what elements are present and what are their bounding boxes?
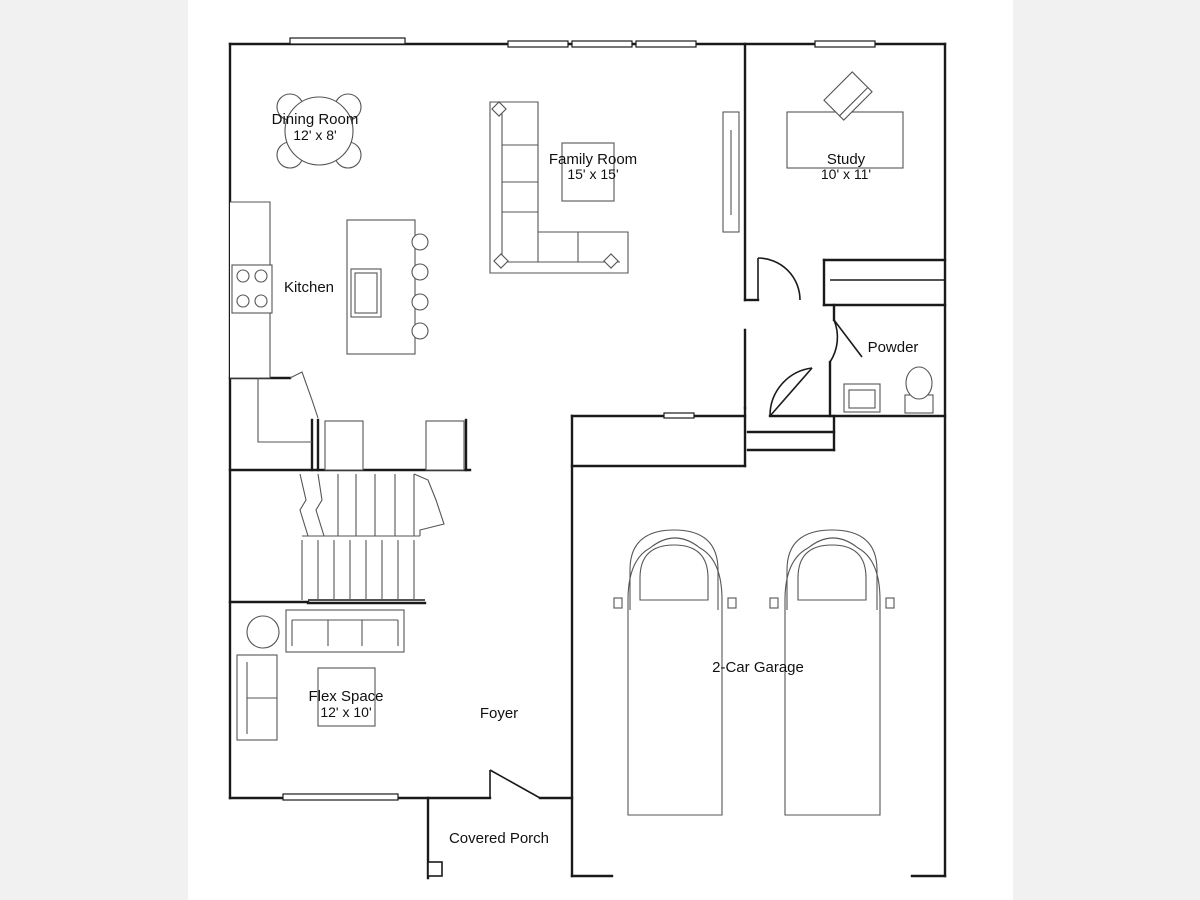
kitchen-island — [347, 220, 428, 354]
kitchen-counter — [230, 202, 272, 378]
study-label: Study — [826, 151, 866, 168]
pantry — [258, 372, 318, 442]
family-room-dims: 15' x 15' — [567, 166, 619, 182]
family-room-label: Family Room — [548, 151, 638, 168]
garage-label: 2-Car Garage — [712, 659, 804, 676]
kitchen-label: Kitchen — [283, 279, 335, 296]
flex-space-label: Flex Space — [308, 688, 384, 705]
flex-space-dims: 12' x 10' — [320, 704, 372, 720]
powder-fixtures — [844, 367, 933, 413]
covered-porch-label: Covered Porch — [448, 830, 550, 847]
dining-room-label: Dining Room — [271, 111, 359, 128]
powder-label: Powder — [867, 339, 919, 356]
tv-console — [723, 112, 739, 232]
foyer-label: Foyer — [479, 705, 519, 722]
study-dims: 10' x 11' — [820, 166, 872, 182]
staircase — [300, 421, 464, 600]
dining-room-dims: 12' x 8' — [293, 127, 337, 143]
flex-furniture — [237, 610, 404, 740]
